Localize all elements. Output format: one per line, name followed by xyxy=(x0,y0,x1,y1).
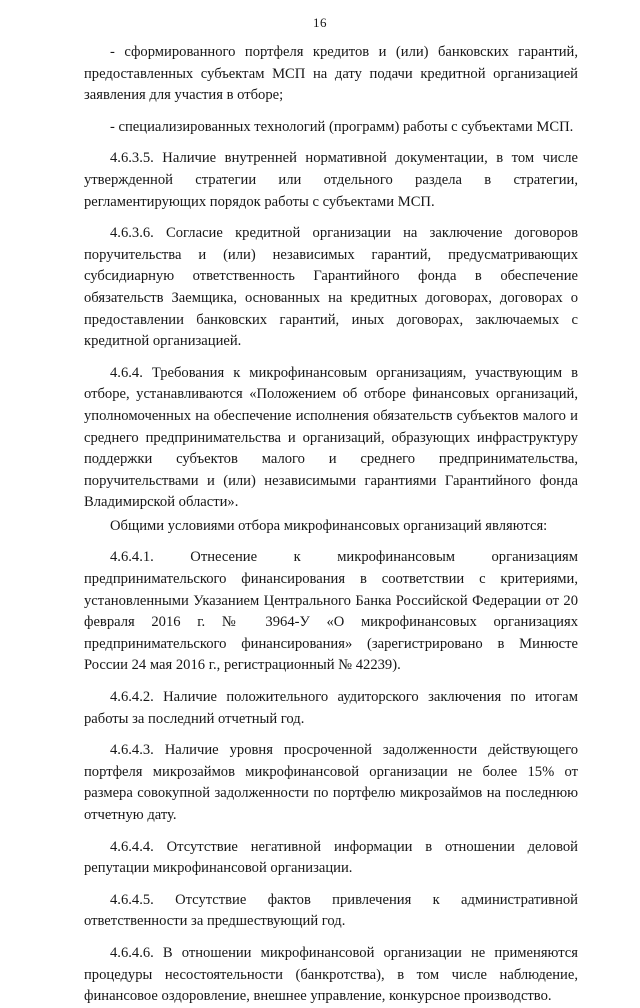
paragraph-general-conditions: Общими условиями отбора микрофинансовых организаций являются: xyxy=(110,517,548,534)
document-body xyxy=(84,42,578,1008)
paragraph-4-6-3-6: 4.6.3.6. Согласие кредитной организации на заключение договоров поручительства и (или) независимых гарантий, предусматривающих субсидиарную ответственность Гарантийного фонда в обеспечение обязательств Заемщика, основанных на кредитных договорах, договорах о предоставлении банковских гарантий, иных договорах, заключаемых с кредитной организацией. xyxy=(84,225,578,350)
paragraph-technologies-item: - специализированных технологий (программ) работы с субъектами МСП. xyxy=(110,118,574,135)
paragraph-4-6-4-1: 4.6.4.1. Отнесение к микрофинансовым организациям предпринимательского финансирования в соответствии с критериями, установленными Указанием Центрального Банка Российской Федерации от 20 февраля 2016 г. № 3964-У «О микрофинансовых организациях предпринимательского финансирования» (зарегистрировано в Минюсте России 24 мая 2016 г., регистрационный № 42239). xyxy=(84,549,578,674)
paragraph-4-6-4-2: 4.6.4.2. Наличие положительного аудиторского заключения по итогам работы за последний отчетный год. xyxy=(84,689,578,727)
paragraph-4-6-4-6: 4.6.4.6. В отношении микрофинансовой организации не применяются процедуры несостоятельности (банкротства), в том числе наблюдение, финансовое оздоровление, внешнее управление, конкурсное производство. xyxy=(84,944,578,1005)
page-number: 16 xyxy=(313,15,327,30)
paragraph-4-6-4-4: 4.6.4.4. Отсутствие негативной информации в отношении деловой репутации микрофинансовой организации. xyxy=(84,838,578,877)
paragraph-4-6-4-5: 4.6.4.5. Отсутствие фактов привлечения к административной ответственности за предшествующий год. xyxy=(84,891,578,930)
paragraph-4-6-3-5: 4.6.3.5. Наличие внутренней нормативной документации, в том числе утвержденной стратегии или отдельного раздела в стратегии, регламентирующих порядок работы с субъектами МСП. xyxy=(84,150,578,210)
paragraph-4-6-4-3: 4.6.4.3. Наличие уровня просроченной задолженности действующего портфеля микрозаймов микрофинансовой организации не более 15% от размера совокупной задолженности по портфелю микрозаймов на последнюю отчетную дату. xyxy=(84,742,578,823)
paragraph-4-6-4: 4.6.4. Требования к микрофинансовым организациям, участвующим в отборе, устанавливаются «Положением об отборе финансовых организаций, уполномоченных на обеспечение исполнения обязательств субъектов малого и среднего предпринимательства и организаций, образующих инфраструктуру поддержки субъектов малого и среднего предпринимательства, поручительствами и (или) независимыми гарантиями Гарантийного фонда Владимирской области». xyxy=(84,364,578,511)
paragraph-portfolio-item: - сформированного портфеля кредитов и (или) банковских гарантий, предоставленных субъектам МСП на дату подачи кредитной организацией заявления для участия в отборе; xyxy=(84,44,578,104)
